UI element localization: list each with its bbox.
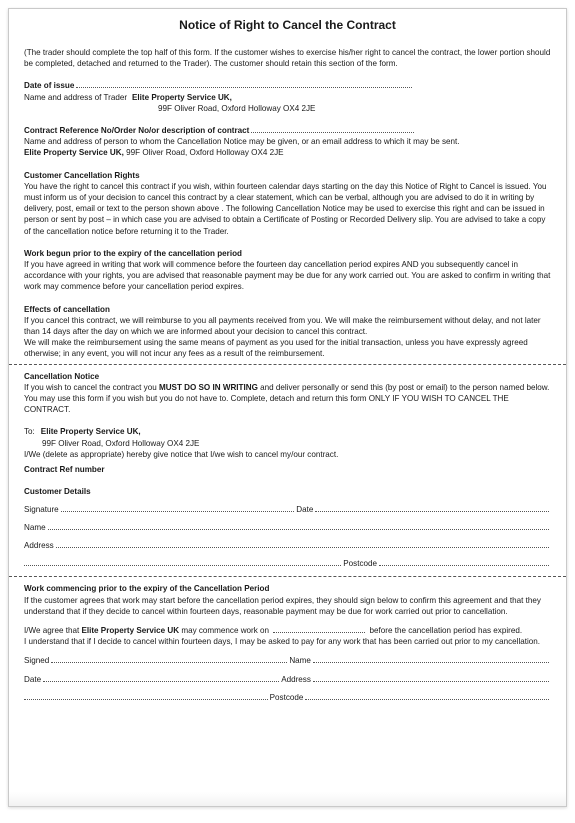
effects-paragraph-1: If you cancel this contract, we will reimburse to you all payments received from you. We will make the reimbursement without delay, and not later than 14 days after the day on which we are informed about your decision to cancel this contract. bbox=[24, 315, 541, 337]
address-line-2-field[interactable] bbox=[24, 558, 341, 566]
trader-name: Elite Property Service UK, bbox=[132, 92, 232, 102]
address-row bbox=[24, 540, 551, 551]
address2-field[interactable] bbox=[313, 674, 549, 682]
name-label: Name bbox=[24, 522, 46, 532]
address-label: Address bbox=[24, 540, 54, 550]
address-postcode-row bbox=[24, 558, 551, 569]
rights-heading: Customer Cancellation Rights bbox=[24, 170, 140, 180]
postcode2-label: Postcode bbox=[269, 692, 304, 702]
agree-trader-name: Elite Property Service UK bbox=[81, 625, 180, 635]
postcode-field[interactable] bbox=[379, 558, 549, 566]
cancel-statement: I/We (delete as appropriate) hereby give notice that I/we wish to cancel my/our contract. bbox=[24, 449, 339, 459]
cancellation-form-page bbox=[8, 8, 567, 807]
trader-address: 99F Oliver Road, Oxford Holloway OX4 2JE bbox=[158, 103, 316, 113]
agree-paragraph bbox=[24, 625, 551, 636]
cancel-person-text: Name and address of person to whom the Cancellation Notice may be given, or an email address to which it may be sent. bbox=[24, 137, 460, 147]
page-bottom-edge bbox=[9, 792, 566, 806]
contract-ref-number-label: Contract Ref number bbox=[24, 465, 105, 475]
cut-line-divider-2 bbox=[9, 576, 566, 577]
name-row bbox=[24, 522, 551, 533]
date2-field[interactable] bbox=[43, 674, 279, 682]
address2-postcode-row bbox=[24, 692, 551, 703]
understand-paragraph: I understand that if I decide to cancel within fourteen days, I may be asked to pay for any work that has been carried out prior to my cancellation. bbox=[24, 637, 541, 647]
contract-ref-field[interactable] bbox=[251, 125, 414, 133]
cut-line-divider bbox=[9, 364, 566, 365]
trader-label: Name and address of Trader bbox=[24, 92, 128, 102]
cancel-person-address: 99F Oliver Road, Oxford Holloway OX4 2JE bbox=[123, 148, 284, 158]
name-field[interactable] bbox=[48, 522, 549, 530]
cancel-person-name: Elite Property Service UK, bbox=[24, 148, 124, 158]
rights-paragraph: You have the right to cancel this contract if you wish, within fourteen calendar days starting on the day this Notice of Right to Cancel is issued. You must inform us of your decision to cancel this contract by a clear statement, which can be verbal, although you are advised to do it in writing by delivery, post, email or text to the person shown above . The following Cancellation Notice may be used to exercise this right and can be issued in person or sent by post – in which case you are advised to obtain a Certificate of Posting or Recorded Delivery slip. You are advised to take a copy of the cancellation notice before returning it to the Trader. bbox=[24, 181, 547, 236]
to-name: Elite Property Service UK, bbox=[40, 427, 141, 437]
to-label: To: bbox=[24, 427, 35, 437]
date-label: Date bbox=[296, 504, 314, 514]
postcode-label: Postcode bbox=[343, 559, 377, 569]
signed-name-row bbox=[24, 655, 551, 666]
contract-ref-row bbox=[24, 125, 416, 136]
contract-ref-label: Contract Reference No/Order No/or description of contract bbox=[24, 126, 250, 136]
work-commencing-heading: Work commencing prior to the expiry of the Cancellation Period bbox=[24, 584, 270, 594]
to-address: 99F Oliver Road, Oxford Holloway OX4 2JE bbox=[42, 438, 200, 448]
date-of-issue-row bbox=[24, 80, 414, 91]
date-address-row bbox=[24, 674, 551, 685]
date2-label: Date bbox=[24, 674, 42, 684]
agree-text-post: before the cancellation period has expired. bbox=[369, 625, 523, 635]
cancellation-notice-heading: Cancellation Notice bbox=[24, 371, 100, 381]
commence-date-field[interactable] bbox=[273, 626, 365, 633]
date-field[interactable] bbox=[315, 504, 549, 512]
work-commencing-paragraph: If the customer agrees that work may start before the cancellation period expires, they should sign below to confirm this agreement and that they understand that if they decide to cancel within fourteen days, reasonable payment may be due for work carried out prior to cancellation. bbox=[24, 595, 541, 616]
name2-label: Name bbox=[289, 656, 311, 666]
postcode2-field[interactable] bbox=[305, 692, 549, 700]
signature-field[interactable] bbox=[61, 504, 295, 512]
signature-label: Signature bbox=[24, 504, 59, 514]
work-begun-heading: Work begun prior to the expiry of the cancellation period bbox=[24, 248, 242, 258]
address2-label: Address bbox=[281, 674, 311, 684]
date-of-issue-field[interactable] bbox=[76, 80, 412, 88]
agree-text-pre: I/We agree that bbox=[24, 625, 82, 635]
customer-details-heading: Customer Details bbox=[24, 487, 91, 497]
agree-text-mid: may commence work on bbox=[179, 625, 270, 635]
signed-label: Signed bbox=[24, 656, 50, 666]
to-row bbox=[24, 426, 551, 437]
address2-line-2-field[interactable] bbox=[24, 692, 268, 700]
notice-text-pre: If you wish to cancel the contract you bbox=[24, 382, 159, 392]
trader-row bbox=[24, 92, 551, 103]
intro-paragraph: (The trader should complete the top half of this form. If the customer wishes to exercise his/her right to cancel the contract, the lower portion should be completed, detached and returned to the Trader). The customer should retain this section of the form. bbox=[24, 48, 551, 69]
effects-heading: Effects of cancellation bbox=[24, 304, 110, 314]
cancel-person-line bbox=[24, 147, 551, 158]
notice-text-bold: MUST DO SO IN WRITING bbox=[158, 382, 258, 392]
address-field[interactable] bbox=[56, 540, 549, 548]
signed-field[interactable] bbox=[51, 655, 287, 663]
cancellation-notice-paragraph bbox=[24, 382, 551, 416]
date-of-issue-label: Date of issue bbox=[24, 81, 75, 91]
work-begun-paragraph: If you have agreed in writing that work will commence before the fourteen day cancellation period expires AND you subsequently cancel in accordance with your rights, you are advised that reasonable payment may be due for any work carried out. You are asked to confirm in writing that work may commence before your cancellation period expires. bbox=[24, 260, 551, 292]
name2-field[interactable] bbox=[313, 655, 549, 663]
page-title: Notice of Right to Cancel the Contract bbox=[179, 18, 396, 32]
effects-paragraph-2: We will make the reimbursement using the same means of payment as you used for the initial transaction, unless you have expressly agreed otherwise; in any event, you will not incur any fees as a result of the reimbursement. bbox=[24, 338, 528, 359]
signature-date-row bbox=[24, 504, 551, 515]
notice-text-post: and deliver personally or send this (by post or email) to the person named below. You may use this form if you wish but you do not have to. Complete, detach and return this form ONLY IF YOU WISH TO CANCEL THE CONTRACT. bbox=[24, 382, 550, 415]
